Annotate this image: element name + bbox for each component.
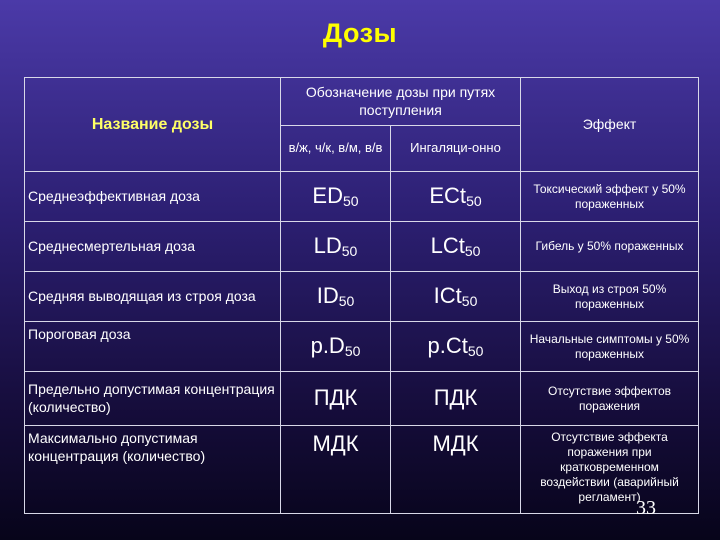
symbol-subscript: 50 <box>466 193 482 210</box>
header-row <box>25 78 699 126</box>
dose-inhalation-symbol <box>391 222 521 272</box>
dose-effect: Отсутствие эффектов поражения <box>521 372 699 426</box>
symbol-subscript: 50 <box>342 193 359 210</box>
dose-effect: Токсический эффект у 50% пораженных <box>521 172 699 222</box>
dose-name: Максимально допустимая концентрация (количество) <box>25 426 281 514</box>
symbol-subscript: 50 <box>338 293 355 310</box>
dose-oral-symbol <box>281 222 391 272</box>
symbol-base: ED <box>312 183 343 209</box>
table-row <box>25 172 699 222</box>
dose-name: Средняя выводящая из строя доза <box>25 272 281 322</box>
dose-oral-symbol <box>281 426 391 514</box>
symbol-base: ПДК <box>313 385 358 411</box>
table-row <box>25 272 699 322</box>
dose-effect: Гибель у 50% пораженных <box>521 222 699 272</box>
dose-oral-symbol <box>281 322 391 372</box>
dose-effect: Отсутствие эффекта поражения при кратковременном воздействии (аварийный регламент) <box>521 426 699 514</box>
symbol-base: ECt <box>429 183 467 209</box>
symbol-base: ID <box>316 283 339 309</box>
symbol-subscript: 50 <box>341 243 358 260</box>
dose-effect: Выход из строя 50% пораженных <box>521 272 699 322</box>
header-effect: Эффект <box>521 78 699 172</box>
table-row <box>25 322 699 372</box>
dose-oral-symbol <box>281 272 391 322</box>
page-title: Дозы <box>322 18 398 48</box>
table-row <box>25 222 699 272</box>
symbol-base: LCt <box>430 233 465 259</box>
dose-name: Среднесмертельная доза <box>25 222 281 272</box>
symbol-base: p.D <box>310 333 345 359</box>
header-dose-name: Название дозы <box>25 78 281 172</box>
symbol-base: МДК <box>432 431 479 456</box>
symbol-base: ПДК <box>433 385 478 411</box>
header-route-inhalation: Ингаляци-онно <box>391 126 521 172</box>
symbol-subscript: 50 <box>464 243 481 260</box>
table-row <box>25 426 699 514</box>
dose-name: Предельно допустимая концентрация (количество) <box>25 372 281 426</box>
dose-inhalation-symbol <box>391 322 521 372</box>
dose-effect: Начальные симптомы у 50% пораженных <box>521 322 699 372</box>
symbol-subscript: 50 <box>461 293 478 310</box>
dose-inhalation-symbol <box>391 426 521 514</box>
symbol-subscript: 50 <box>467 343 484 360</box>
dose-inhalation-symbol <box>391 272 521 322</box>
dose-name: Пороговая доза <box>25 322 281 372</box>
dose-oral-symbol <box>281 372 391 426</box>
dose-oral-symbol <box>281 172 391 222</box>
symbol-subscript: 50 <box>344 343 361 360</box>
header-designation-group: Обозначение дозы при путях поступления <box>281 78 521 126</box>
doses-table <box>24 77 699 514</box>
symbol-base: p.Ct <box>427 333 468 359</box>
dose-inhalation-symbol <box>391 372 521 426</box>
symbol-base: ICt <box>433 283 462 309</box>
table-row <box>25 372 699 426</box>
symbol-base: МДК <box>312 431 359 456</box>
page-number: 33 <box>636 497 656 519</box>
dose-inhalation-symbol <box>391 172 521 222</box>
header-route-oral: в/ж, ч/к, в/м, в/в <box>281 126 391 172</box>
dose-name: Среднеэффективная доза <box>25 172 281 222</box>
symbol-base: LD <box>313 233 342 259</box>
